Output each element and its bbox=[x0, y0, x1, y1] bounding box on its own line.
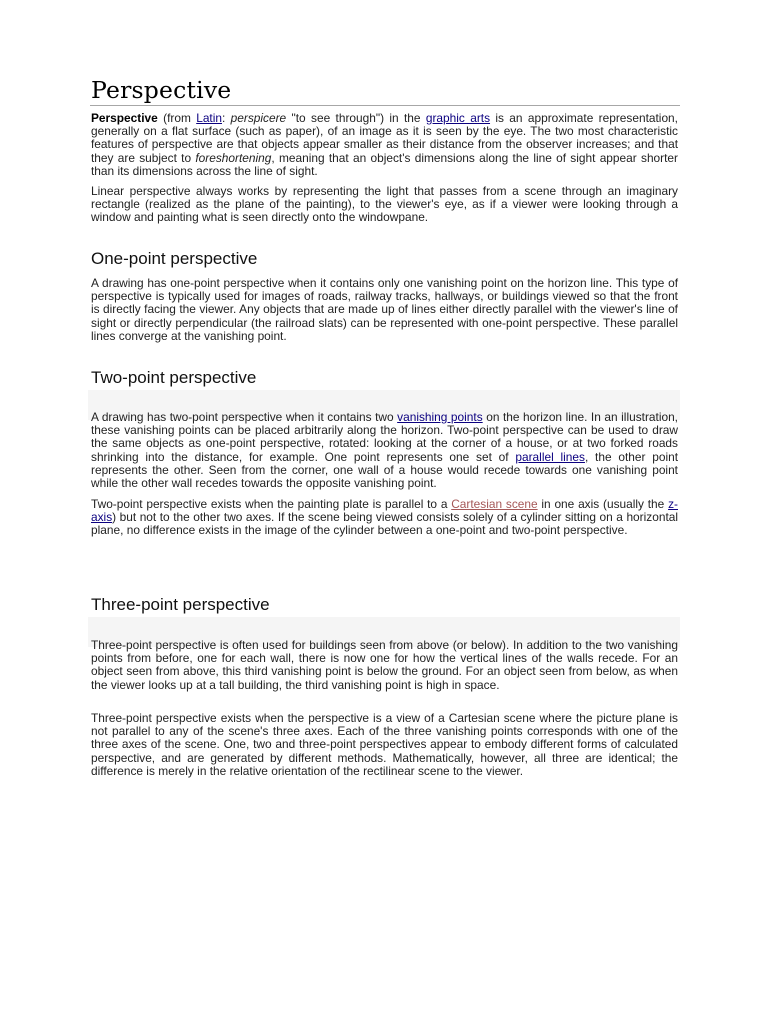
heading-two-point: Two-point perspective bbox=[91, 368, 257, 387]
link-vanishing-points[interactable]: vanishing points bbox=[397, 410, 483, 424]
intro-text-3: "to see through") in the bbox=[286, 111, 426, 125]
intro-text-1: (from bbox=[157, 111, 197, 125]
latin-word: perspicere bbox=[230, 111, 287, 125]
intro-text-4: is an approximate representation, generally on a flat surface (such as paper), of an image as it is seen by the eye. The two most characteristic features of perspective are that objects appear smaller as their distance from the observer increases; and that they are subject to bbox=[91, 111, 678, 165]
link-latin[interactable]: Latin bbox=[196, 111, 222, 125]
intro-text-5: , meaning that an object's dimensions along the line of sight appear shorter than its dimensions across the line of sight. bbox=[91, 150, 679, 178]
three-point-paragraph-1: Three-point perspective is often used for buildings seen from above (or below). In addition to the two vanishing points from before, one for each wall, there is now one for how the vertical lines of the walls recede. For an object seen from above, this third vanishing point is below the ground. For an object seen from below, as when the viewer looks up at a tall building, the third vanishing point is high in space. bbox=[91, 638, 678, 692]
link-parallel-lines[interactable]: parallel lines bbox=[515, 449, 585, 464]
two-point-text-b: on the horizon line. In an illustration, these vanishing points can be placed arbitrarily along the horizon. Two-point perspective can be used to draw the same objects as one-point perspective, rotated: looking at the corner of a house, or at two forked roads shrinking into the distance, for example. One point represents one set of bbox=[91, 410, 678, 464]
one-point-paragraph: A drawing has one-point perspective when it contains only one vanishing point on the horizon line. This type of perspective is typically used for images of roads, railway tracks, hallways, or buildings viewed so that the front is directly facing the viewer. Any objects that are made up of lines either directly parallel with the viewer's line of sight or directly perpendicular (the railroad slats) can be represented with one-point perspective. These parallel lines converge at the vanishing point. bbox=[91, 276, 678, 343]
two-point-text-f: ) but not to the other two axes. If the scene being viewed consists solely of a cylinder sitting on a horizontal plane, no difference exists in the image of the cylinder between a one-point and two-point perspective. bbox=[91, 510, 678, 538]
title-divider bbox=[90, 105, 680, 106]
foreshortening-term: foreshortening bbox=[195, 150, 272, 165]
two-point-text-c: , the other point represents the other. Seen from the corner, one wall of a house would recede towards one vanishing point while the other wall recedes towards the opposite vanishing point. bbox=[91, 449, 678, 491]
intro-term: Perspective bbox=[91, 111, 158, 125]
three-point-paragraph-2: Three-point perspective exists when the perspective is a view of a Cartesian scene where the picture plane is not parallel to any of the scene's three axes. Each of the three vanishing points corresponds with one of the three axes of the scene. One, two and three-point perspectives appear to embody different forms of calculated perspective, and are generated by different methods. Mathematically, however, all three are identical; the difference is merely in the relative orientation of the rectilinear scene to the viewer. bbox=[91, 711, 678, 778]
two-point-paragraph-2 bbox=[91, 498, 678, 538]
link-z-axis[interactable]: z-axis bbox=[91, 497, 678, 525]
two-point-text-d: Two-point perspective exists when the painting plate is parallel to a bbox=[91, 497, 452, 511]
linear-perspective-paragraph: Linear perspective always works by representing the light that passes from a scene through an imaginary rectangle (realized as the plane of the painting), to the viewer's eye, as if a viewer were looking through a window and painting what is seen directly onto the windowpane. bbox=[91, 184, 678, 225]
heading-one-point: One-point perspective bbox=[91, 249, 258, 268]
link-cartesian-scene[interactable]: Cartesian scene bbox=[451, 497, 538, 511]
two-point-text-a: A drawing has two-point perspective when it contains two bbox=[91, 410, 398, 424]
intro-paragraph bbox=[91, 112, 678, 178]
two-point-paragraph-1 bbox=[91, 411, 678, 490]
intro-text-2: : bbox=[222, 111, 231, 125]
heading-three-point: Three-point perspective bbox=[91, 595, 270, 614]
page-title: Perspective bbox=[91, 76, 232, 104]
link-graphic-arts[interactable]: graphic arts bbox=[425, 111, 491, 125]
two-point-text-e: in one axis (usually the bbox=[537, 497, 669, 511]
